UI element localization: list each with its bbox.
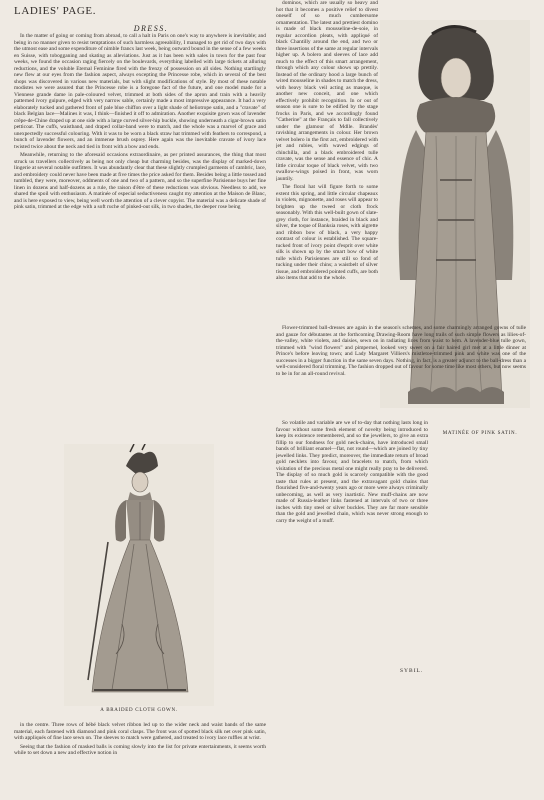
paragraph: Meanwhile, returning to the aforesaid occasions extraordinaire, as per printed assurances, the thing that most struck us travellers collectively as being not only cheap but charming besides, was the display of marked-down lingerie at several notable outfitters. It was abundantly clear that these slightly crumpled garments of cambric, lace, and embroidery could never have been made at five times the price asked for them. Besides being a little tossed and tumbled, they were, moreover, oddments of one and two of a pattern, and so the superfine Parisienne buys her fine linen in dozens and half-dozens as a rule, the raison d'être of these reductions was obvious. Needless to add, we shared the spoil with enthusiasm. A matinée of especial seductiveness caught my attention at the Maison de Blanc, and is here exposed to view, being well worth the attention of a clever copyist. The material was a delicate shade of pink satin, trimmed at the edge with a soft ruche of pinked-out silk, in two shades, the deeper rose being <box>14 152 266 210</box>
figure-caption-left: A BRAIDED CLOTH GOWN. <box>100 708 178 713</box>
paragraph: dominos, which are usually so heavy and hot that it becomes a positive relief to divest oneself of so much cumbersome ornamentation. The latest and prettiest domino is made of black mousseline-de-soie, in regular accordion pleats, with appliqué of black Chantilly around the end, and two or three insertions of the same at regular intervals higher up. A bolero and sleeves of lace add much to the effect of this smart arrangement, through which any colour shows up prettily. Instead of the ordinary hood a large bunch of wired mousseline in shades to match the dress, with heavy black veil acting as masque, is another new conceit, and one which effectively prohibit recognition. In or out of season one is sure to be edified by the stage frocks in Paris, and we accordingly found "Catherine" at the Français to fall collectively under the glamour of Mdlle. Brandès' ravishing arrangements in colour. Her brown velvet bolero in the first act, embroidered with jet and rubies, with waved edgings of chinchilla, and a black embroidered tulle cravate, was the sense and essence of chic. A little circular toque of black velvet, with two swallow-wings poised in front, was worn jauntily. <box>276 0 378 182</box>
illustration-braided-cloth-gown <box>64 444 214 706</box>
article-column-middle-top <box>276 0 378 325</box>
article-column-middle <box>276 325 526 420</box>
section-heading: DRESS. <box>133 24 169 33</box>
paragraph: So volatile and variable are we of to-day that nothing lasts long in favour without some fresh element of novelty being introduced to keep its existence remembered, and so the jewellers, to give an extra fillip to our fondness for gold neck-chains, have introduced small bands of brilliant enamel—flat, not round—which are joined by tiny jewelled links. They predict, moreover, the immediate return of broad gold necklets into favour, and bracelets to match, from which visitation of the precious metal one might really pray to be delivered. The display of so much gold is scarcely compatible with the good taste that rules at present, and the extravagant gold chains that flourished five-and-twenty years ago or more were always criminally unbecoming, as well as very inartistic. New muff-chains are now made of Russia-leather links fastened at intervals of two or three inches with tiny steel or silver buckles. They are far more sensible than the gold and jewelled chain, which was never strong enough to carry the weight of a muff. <box>276 420 428 524</box>
article-column-left-top <box>14 33 266 442</box>
article-column-bottom-right <box>276 420 428 668</box>
article-column-left-bottom <box>14 722 266 800</box>
paragraph: Seeing that the fashion of masked balls is coming slowly into the list for private entertainments, it seems worth while to set down a new and effective notion in <box>14 743 266 756</box>
author-signature: SYBIL. <box>400 668 424 674</box>
paragraph: In the matter of going or coming from abroad, to call a halt in Paris on one's way to anywhere is inevitable; and being in no manner given to resist temptations of such harmless agreeability, I managed to get rid of two days with the utmost ease and some expenditure of nimble francs last week, being outward bound in the sense of a few weeks en Suisse, with tobogganing and skating as alleviations. Just as it has been with sales in town for the past four weeks, we found the occasion raging fiercely on the boulevards, everything labelled with large tickets at alluring reductions, and the voluble Eternal Feminine fired with the frenzy of possession on all sides. Nothing startlingly new flew at our eyes from the fashion aspect, always excepting the Princesse robe, which in several of the best shops was discovered in various new materials, but with slight modifications of style. By most of these notable modistes we were assured that the Princesse robe is a foregone fact of the future, and one model made for a Viennese grande dame in pale-coloured velvet, trimmed at both sides of the apron and train with a heavily patterned ivory guipure, edged with very narrow sable, certainly made a most impressive appearance. It had a very elaborately tucked and gathered front of pale blue chiffon over a light shade of heliotrope satin, and a "cravate" of black Belgian lace—Malines it was, I think—finished it off to admiration. Another exquisite gown was of lavender crêpe-de-Chine draped up at one side with a large curved silver-hip buckle, showing underneath a cigar-brown satin petticoat. The cuffs, waistband, and draped collar-band were to match, and the whole was a marvel of grace and unexpectedly successful colouring. With it was to be worn a black straw hat trimmed with feathers to correspond, a bunch of lavender flowers, and an immense brush osprey. Here again was the inevitable cravate of ivory lace twisted twice about the neck and tied in front with a bow and ends. <box>14 33 266 150</box>
paragraph: in the centre. Three rows of bébé black velvet ribbon led up to the wider neck and waist bands of the same material, each fastened with diamond and pink coral clasps. The front was of spotted black silk net over pink satin, with appliqués of fine lace sewn on. The sleeves to match were gathered, and treated to ivory lace ruffles at wrist. <box>14 722 266 741</box>
figure-caption-right: MATINÉE OF PINK SATIN. <box>442 431 518 436</box>
paragraph: The floral hat will figure forth to some extent this spring, and little circular chapeaux in violets, mignonette, and roses will appear to brighten up the tweed or cloth frock seasonably. With this well-built gown of slate-grey cloth, for instance, braided in black and silver, the toque of Banksia roses, with aigrette and ribbon bow of black, a very happy contrast of colour is established. The square-tucked front of ivory point d'esprit over white silk is shown up by the smart bow of white tulle which Parisiennes are still so fond of tucking under their chins; a waistbelt of silver tissue, and embroidered pointed cuffs, are both also items that add to the whole. <box>276 184 378 281</box>
page-title: LADIES' PAGE. <box>14 5 97 17</box>
paragraph: Flower-trimmed ball-dresses are again in the season's schemes, and some charmingly arranged gowns of tulle and gauze for débutantes at the forthcoming Drawing-Room have long trails of such simple flowers as lilies-of-the-valley, white violets, and daisies, sewn on in radiating lines from waist to hem. A lavender-blue tulle gown, trimmed with "wind flowers" and pimpernel, looked very sweet on a fair haired girl met at a little dinner at Prince's before leaving town; and Lady Margaret Villiers's mistletoe-trimmed pink and white was one of the successes in a bigger function in the same seven days. Nothing, in fact, is a greater adjunct to the ball-dress than a well-considered floral trimming. The fashion dropped out of favour for some time like most others, but now seems to be in for an all-round revival. <box>276 325 526 377</box>
